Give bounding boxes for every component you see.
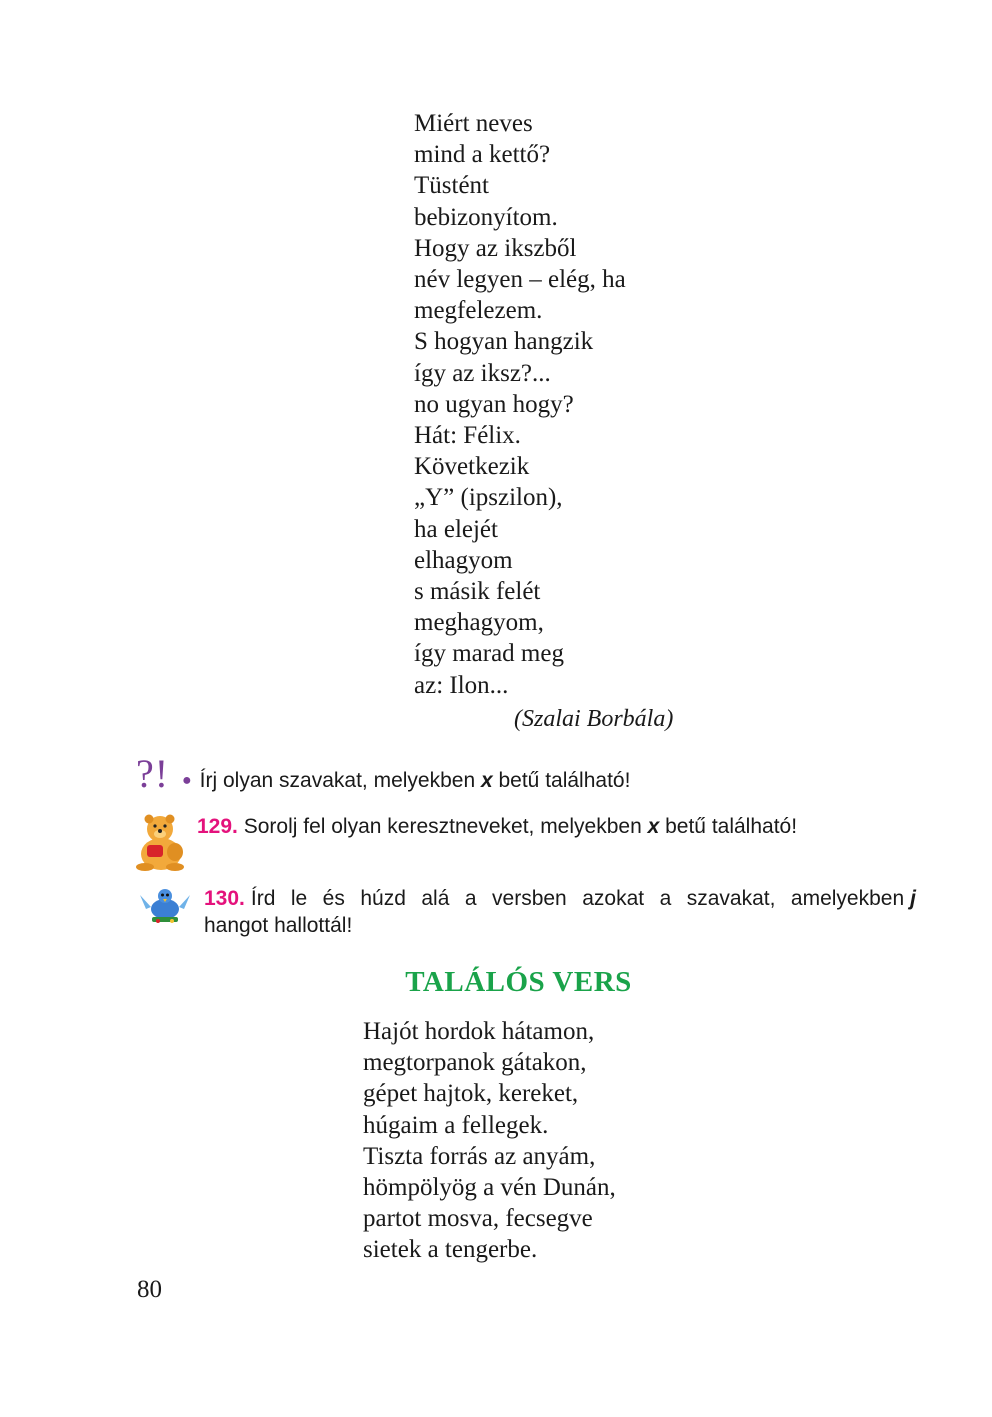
poem-line: Miért neves bbox=[414, 110, 533, 137]
bear-icon bbox=[133, 812, 189, 872]
bullet-icon: ● bbox=[182, 772, 192, 789]
poem-line: „Y” (ipszilon), bbox=[414, 484, 563, 512]
poem-line: s másik felét bbox=[414, 578, 541, 606]
bird-icon bbox=[138, 885, 192, 925]
task-130 bbox=[204, 885, 916, 939]
poem-line: elhagyom bbox=[414, 546, 513, 574]
poem-line: ha elejét bbox=[414, 515, 498, 543]
poem-line: megfelezem. bbox=[414, 297, 543, 325]
poem-line: S hogyan hangzik bbox=[414, 328, 594, 356]
poem-felix-ilon bbox=[414, 108, 626, 701]
riddle-line: sietek a tengerbe. bbox=[363, 1236, 538, 1264]
poem-line: Tüstént bbox=[414, 172, 489, 200]
task-number: 130. bbox=[204, 887, 245, 910]
task-text-part: Írd le és húzd alá a versben azokat a szavakat, amelyekben bbox=[250, 887, 905, 910]
poem-line: név legyen – elég, ha bbox=[414, 266, 626, 294]
task-write-words bbox=[182, 767, 630, 794]
task-text: Sorolj fel olyan keresztneveket, melyekben bbox=[237, 815, 648, 838]
page-number: 80 bbox=[137, 1276, 162, 1303]
poem-line: Hogy az ikszből bbox=[414, 234, 577, 262]
riddle-line: hömpölyög a vén Dunán, bbox=[363, 1174, 616, 1202]
riddle-line: Tiszta forrás az anyám, bbox=[363, 1142, 596, 1170]
riddle-line: Hajót hordok hátamon, bbox=[363, 1018, 595, 1045]
task-130-line1 bbox=[204, 885, 916, 912]
poem-line: az: Ilon... bbox=[414, 671, 509, 699]
poem-line: így marad meg bbox=[414, 640, 564, 668]
poem-line: no ugyan hogy? bbox=[414, 390, 574, 418]
poem-line: így az iksz?... bbox=[414, 359, 551, 387]
riddle-title: TALÁLÓS VERS bbox=[405, 966, 632, 998]
task-129 bbox=[197, 813, 797, 840]
riddle-line: húgaim a fellegek. bbox=[363, 1111, 549, 1139]
letter-highlight: x bbox=[647, 815, 660, 838]
poem-line: mind a kettő? bbox=[414, 141, 551, 169]
riddle-line: partot mosva, fecsegve bbox=[363, 1205, 593, 1233]
task-text: Írj olyan szavakat, melyekben bbox=[199, 769, 481, 792]
task-text: betű található! bbox=[492, 769, 631, 792]
letter-highlight: x bbox=[480, 769, 493, 792]
question-exclamation-marker: ?! bbox=[136, 751, 170, 796]
task-text: betű található! bbox=[659, 815, 798, 838]
task-number: 129. bbox=[197, 815, 238, 838]
poem-line: Következik bbox=[414, 453, 530, 481]
letter-highlight: j bbox=[910, 887, 916, 910]
task-text-line2: hangot hallottál! bbox=[204, 914, 353, 937]
task-text bbox=[245, 885, 910, 912]
riddle-poem bbox=[363, 1016, 616, 1266]
riddle-line: gépet hajtok, kereket, bbox=[363, 1080, 579, 1108]
poem-author: (Szalai Borbála) bbox=[514, 706, 674, 732]
poem-line: bebizonyítom. bbox=[414, 203, 558, 231]
poem-line: Hát: Félix. bbox=[414, 422, 521, 450]
poem-line: meghagyom, bbox=[414, 609, 544, 637]
riddle-line: megtorpanok gátakon, bbox=[363, 1049, 587, 1077]
